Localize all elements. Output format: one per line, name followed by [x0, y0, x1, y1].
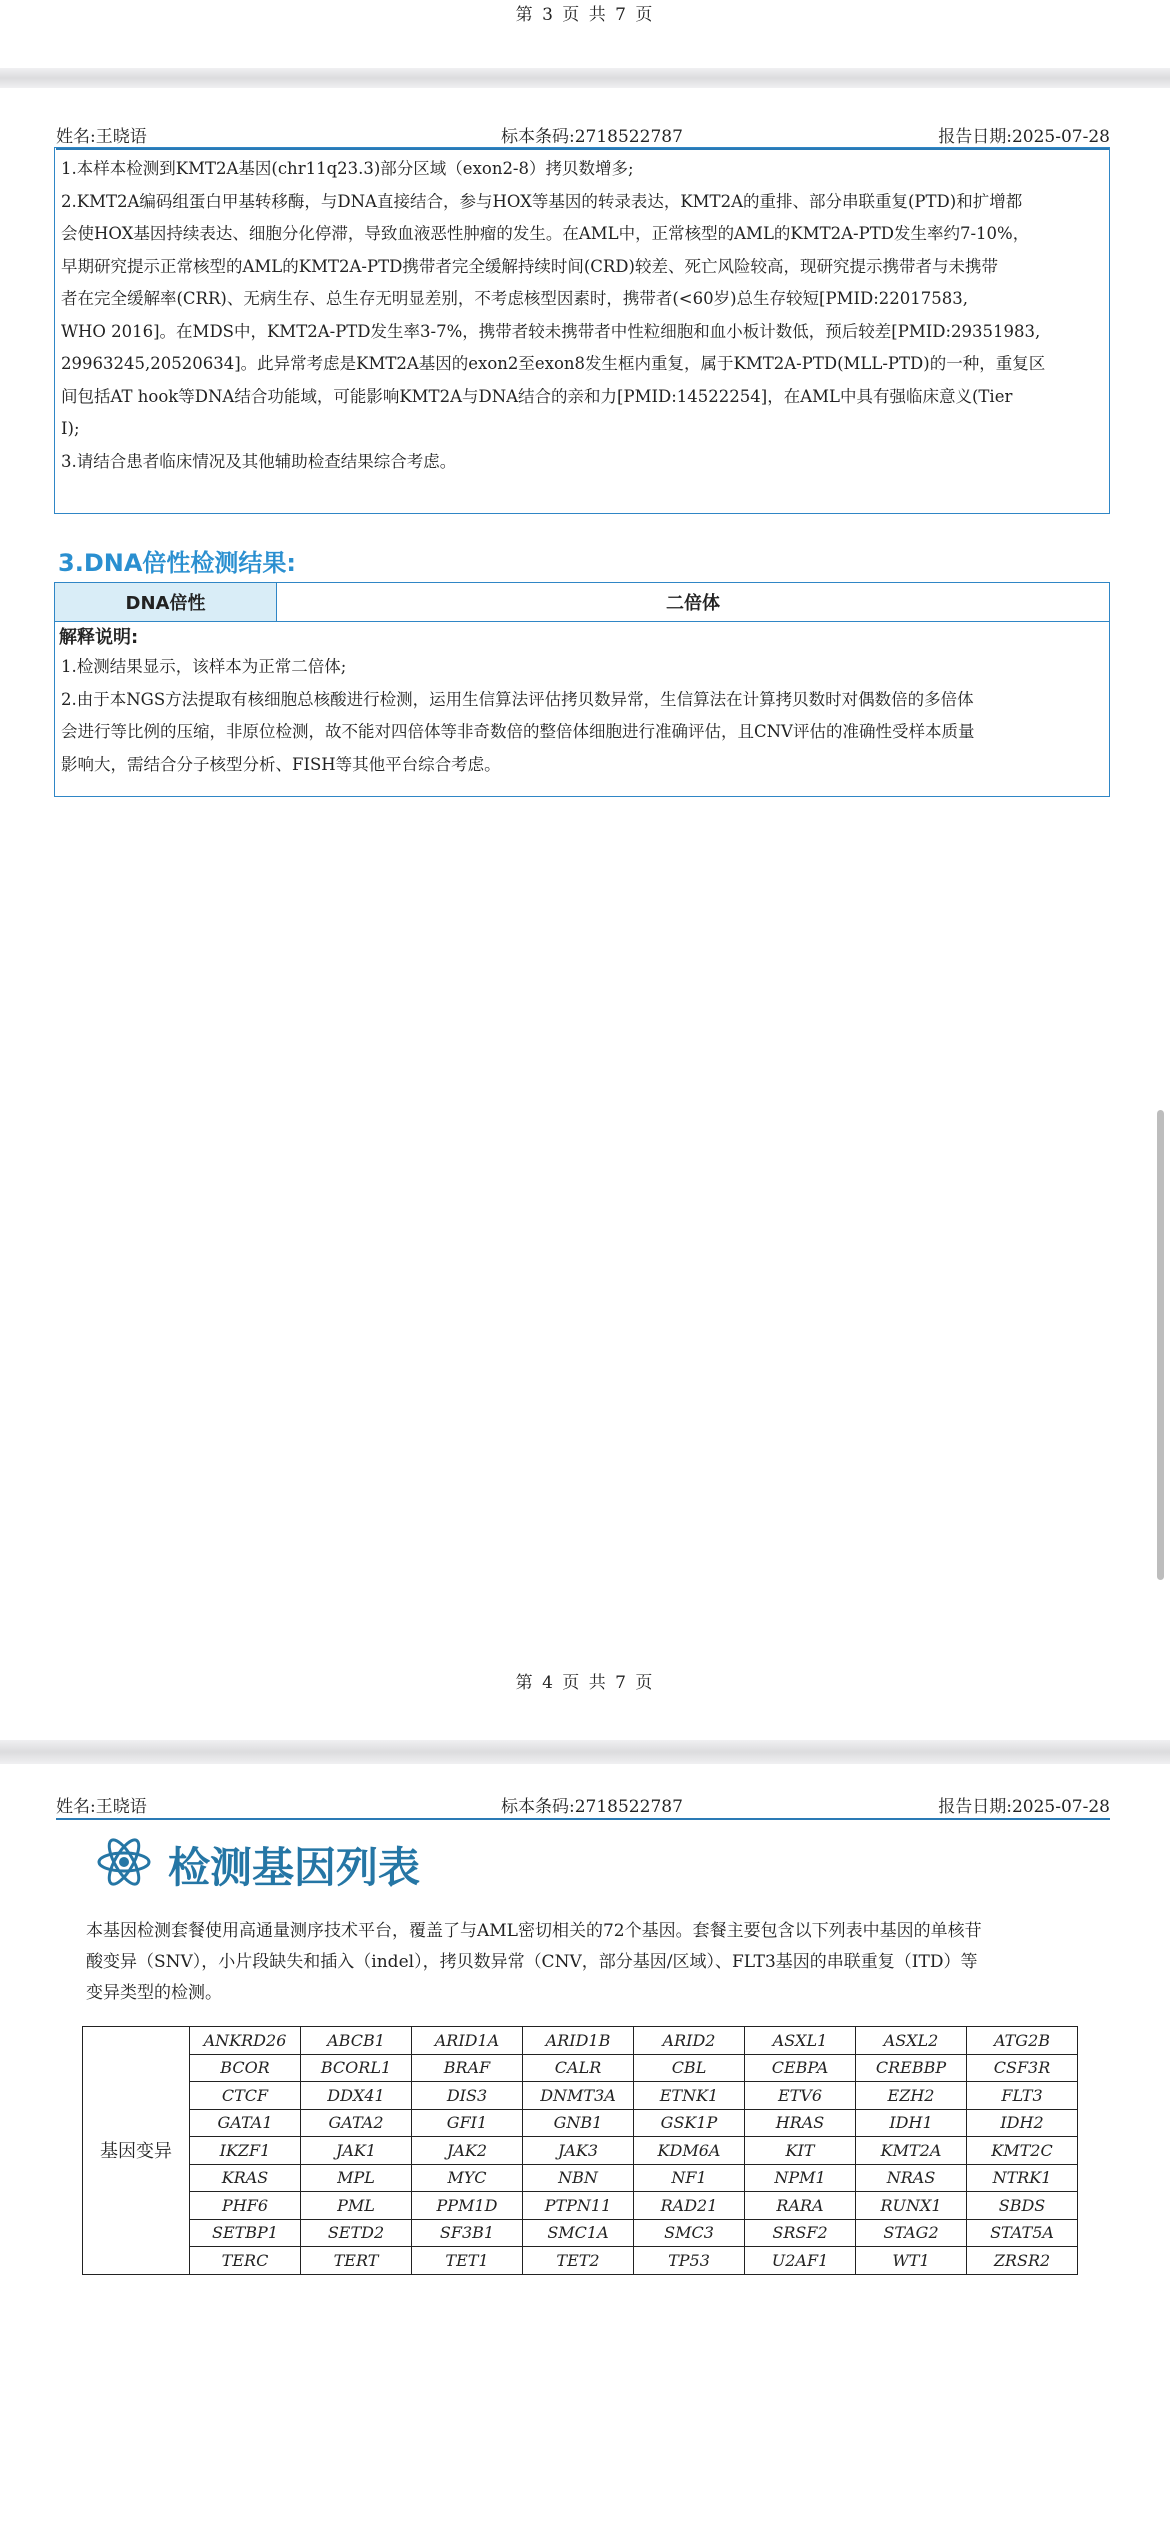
gene-cell: EZH2 [856, 2082, 967, 2110]
ploidy-value: 二倍体 [666, 593, 720, 614]
gene-cell: ANKRD26 [190, 2027, 301, 2055]
gene-cell: GATA1 [190, 2109, 301, 2137]
page-3-tail [0, 0, 1170, 68]
patient-name: 姓名:王晓语 [56, 1797, 147, 1817]
intro-line: 酸变异（SNV），小片段缺失和插入（indel），拷贝数异常（CNV，部分基因/区域）、FLT3基因的串联重复（ITD）等 [86, 1952, 978, 1972]
gene-cell: BRAF [412, 2054, 523, 2082]
gene-cell: CALR [523, 2054, 634, 2082]
gene-cell: SRSF2 [745, 2219, 856, 2247]
sample-barcode: 标本条码:2718522787 [501, 1797, 683, 1817]
ploidy-notes-box [54, 621, 1110, 797]
gene-cell: STAG2 [856, 2219, 967, 2247]
gene-cell: KIT [745, 2137, 856, 2165]
row-header-gene-variation: 基因变异 [83, 2027, 190, 2275]
gene-cell: U2AF1 [745, 2247, 856, 2275]
gene-cell: NBN [523, 2164, 634, 2192]
gene-cell: TERC [190, 2247, 301, 2275]
ploidy-label: DNA倍性 [55, 583, 277, 621]
gene-cell: IKZF1 [190, 2137, 301, 2165]
gene-cell: JAK1 [301, 2137, 412, 2165]
interpretation-line: WHO 2016]。在MDS中，KMT2A-PTD发生率3-7%，携带者较未携带者中性粒细胞和血小板计数低，预后较差[PMID:29351983, [61, 321, 1041, 341]
ploidy-table [54, 582, 1110, 622]
interpretation-line: 者在完全缓解率(CRR)、无病生存、总生存无明显差别，不考虑核型因素时，携带者(<60岁)总生存较短[PMID:22017583, [61, 289, 969, 308]
gene-cell: WT1 [856, 2247, 967, 2275]
table-row [83, 2219, 1078, 2247]
gene-cell: RUNX1 [856, 2192, 967, 2220]
interpretation-box [54, 147, 1110, 514]
interpretation-text [55, 153, 1109, 478]
gene-cell: PPM1D [412, 2192, 523, 2220]
interpretation-line: 1.本样本检测到KMT2A基因(chr11q23.3)部分区域（exon2-8）拷贝数增多; [61, 159, 634, 178]
gene-cell: GSK1P [634, 2109, 745, 2137]
gene-cell: IDH2 [967, 2109, 1078, 2137]
page-gap [0, 1740, 1170, 1764]
gene-list-title: 检测基因列表 [168, 1843, 421, 1892]
gene-cell: KMT2A [856, 2137, 967, 2165]
gene-cell: HRAS [745, 2109, 856, 2137]
intro-line: 变异类型的检测。 [86, 1983, 222, 2003]
gene-cell: ETV6 [745, 2082, 856, 2110]
gene-cell: ABCB1 [301, 2027, 412, 2055]
note-line: 1.检测结果显示，该样本为正常二倍体; [61, 657, 347, 676]
gene-cell: DNMT3A [523, 2082, 634, 2110]
gene-cell: SMC1A [523, 2219, 634, 2247]
gene-cell: GATA2 [301, 2109, 412, 2137]
gene-cell: CBL [634, 2054, 745, 2082]
gene-cell: CREBBP [856, 2054, 967, 2082]
gene-cell: ATG2B [967, 2027, 1078, 2055]
table-row [83, 2164, 1078, 2192]
interpretation-line: 间包括AT hook等DNA结合功能域，可能影响KMT2A与DNA结合的亲和力[PMID:14522254]，在AML中具有强临床意义(Tier [61, 386, 1013, 406]
gene-cell: DDX41 [301, 2082, 412, 2110]
gene-cell: SF3B1 [412, 2219, 523, 2247]
gene-cell: BCOR [190, 2054, 301, 2082]
intro-line: 本基因检测套餐使用高通量测序技术平台，覆盖了与AML密切相关的72个基因。套餐主要包含以下列表中基因的单核苷 [86, 1921, 982, 1941]
interpretation-line: 3.请结合患者临床情况及其他辅助检查结果综合考虑。 [61, 451, 457, 471]
gene-cell: DIS3 [412, 2082, 523, 2110]
note-line: 会进行等比例的压缩，非原位检测，故不能对四倍体等非奇数倍的整倍体细胞进行准确评估，且CNV评估的准确性受样本质量 [61, 722, 975, 741]
gene-cell: ARID1B [523, 2027, 634, 2055]
gene-cell: TET2 [523, 2247, 634, 2275]
note-title: 解释说明: [59, 627, 139, 648]
report-header [56, 120, 1110, 150]
gene-cell: RAD21 [634, 2192, 745, 2220]
gene-cell: TP53 [634, 2247, 745, 2275]
note-line: 2.由于本NGS方法提取有核细胞总核酸进行检测，运用生信算法评估拷贝数异常，生信算法在计算拷贝数时对偶数倍的多倍体 [61, 689, 974, 709]
interpretation-line: 2.KMT2A编码组蛋白甲基转移酶，与DNA直接结合，参与HOX等基因的转录表达，KMT2A的重排、部分串联重复(PTD)和扩增都 [61, 191, 1023, 211]
gene-cell: MYC [412, 2164, 523, 2192]
page-gap [0, 68, 1170, 88]
report-header [56, 1790, 1110, 1820]
gene-cell: ARID1A [412, 2027, 523, 2055]
gene-cell: SMC3 [634, 2219, 745, 2247]
gene-cell: MPL [301, 2164, 412, 2192]
gene-cell: STAT5A [967, 2219, 1078, 2247]
gene-cell: KMT2C [967, 2137, 1078, 2165]
note-text [55, 651, 1109, 781]
atom-icon [96, 1834, 152, 1890]
note-line: 影响大，需结合分子核型分析、FISH等其他平台综合考虑。 [61, 754, 501, 774]
page-footer: 第 4 页 共 7 页 [515, 1673, 655, 1693]
table-row [83, 2109, 1078, 2137]
gene-cell: TET1 [412, 2247, 523, 2275]
interpretation-line: 会使HOX基因持续表达、细胞分化停滞，导致血液恶性肿瘤的发生。在AML中，正常核型的AML的KMT2A-PTD发生率约7-10%， [61, 224, 1030, 243]
gene-cell: ZRSR2 [967, 2247, 1078, 2275]
gene-cell: CSF3R [967, 2054, 1078, 2082]
section-title-ploidy: 3.DNA倍性检测结果: [58, 549, 296, 577]
gene-table [82, 2026, 1078, 2275]
page-4 [0, 88, 1170, 1740]
gene-cell: TERT [301, 2247, 412, 2275]
table-row [83, 2192, 1078, 2220]
gene-cell: IDH1 [856, 2109, 967, 2137]
gene-cell: NTRK1 [967, 2164, 1078, 2192]
page-footer: 第 3 页 共 7 页 [515, 5, 655, 25]
interpretation-line: 29963245,20520634]。此异常考虑是KMT2A基因的exon2至exon8发生框内重复，属于KMT2A-PTD(MLL-PTD)的一种，重复区 [61, 354, 1046, 373]
gene-cell: PHF6 [190, 2192, 301, 2220]
patient-name: 姓名:王晓语 [56, 127, 147, 147]
gene-cell: PTPN11 [523, 2192, 634, 2220]
gene-cell: BCORL1 [301, 2054, 412, 2082]
gene-cell: JAK2 [412, 2137, 523, 2165]
gene-cell: GNB1 [523, 2109, 634, 2137]
gene-cell: CTCF [190, 2082, 301, 2110]
gene-cell: RARA [745, 2192, 856, 2220]
gene-cell: JAK3 [523, 2137, 634, 2165]
table-row [83, 2027, 1078, 2055]
gene-cell: ASXL2 [856, 2027, 967, 2055]
gene-cell: KDM6A [634, 2137, 745, 2165]
table-row [83, 2247, 1078, 2275]
gene-cell: ARID2 [634, 2027, 745, 2055]
gene-cell: SBDS [967, 2192, 1078, 2220]
interpretation-line: 早期研究提示正常核型的AML的KMT2A-PTD携带者完全缓解持续时间(CRD)较差、死亡风险较高，现研究提示携带者与未携带 [61, 256, 998, 276]
gene-cell: NF1 [634, 2164, 745, 2192]
gene-cell: GFI1 [412, 2109, 523, 2137]
sample-barcode: 标本条码:2718522787 [501, 127, 683, 147]
report-date: 报告日期:2025-07-28 [938, 127, 1110, 147]
table-row [83, 2137, 1078, 2165]
gene-cell: NPM1 [745, 2164, 856, 2192]
gene-cell: FLT3 [967, 2082, 1078, 2110]
gene-cell: ETNK1 [634, 2082, 745, 2110]
gene-cell: PML [301, 2192, 412, 2220]
report-date: 报告日期:2025-07-28 [938, 1797, 1110, 1817]
gene-cell: SETBP1 [190, 2219, 301, 2247]
table-row [83, 2082, 1078, 2110]
gene-cell: CEBPA [745, 2054, 856, 2082]
gene-cell: KRAS [190, 2164, 301, 2192]
gene-list-intro [86, 1916, 1086, 2009]
gene-cell: NRAS [856, 2164, 967, 2192]
scrollbar[interactable] [1157, 1110, 1164, 1580]
interpretation-line: I); [61, 419, 80, 438]
gene-cell: ASXL1 [745, 2027, 856, 2055]
table-row [83, 2054, 1078, 2082]
gene-cell: SETD2 [301, 2219, 412, 2247]
